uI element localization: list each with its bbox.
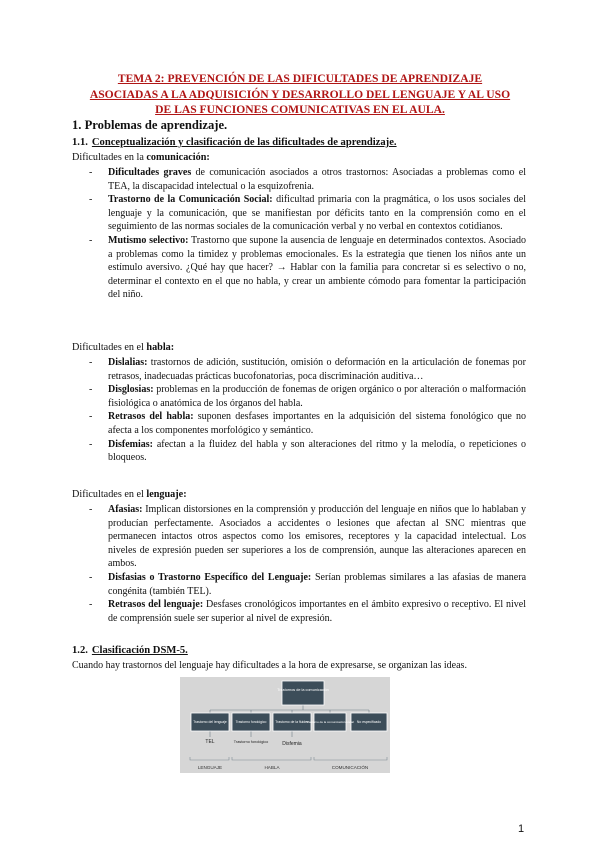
item-text: Serían problemas similares a las afasias de manera congénita (también TEL).: [108, 571, 527, 597]
title-line-1: TEMA 2: PREVENCIÓN DE LAS DIFICULTADES DE APRENDIZAJE: [117, 72, 483, 85]
list-item: - Disfemias: afectan a la fluidez del habla y son alteraciones del ritmo y la melodía, o repeticiones o bloqueos.: [89, 438, 526, 464]
diagram-box-label: Trastorno de la fluidez: [275, 720, 309, 724]
title-line-2: ASOCIADAS A LA ADQUISICIÓN Y DESARROLLO DEL LENGUAJE Y AL USO: [89, 87, 511, 101]
diagram-box-label: No especificado: [356, 720, 382, 724]
item-text: Desfases cronológicos importantes en el ámbito expresivo o receptivo. El nivel de comprensión suele ser superior al nivel de expresión.: [108, 599, 526, 624]
item-term: Mutismo selectivo:: [108, 234, 189, 246]
item-term: Afasias:: [108, 504, 143, 515]
intro-keyword: habla:: [146, 342, 175, 353]
subsection-heading-1-2: [72, 645, 188, 656]
section-heading: 1. Problemas de aprendizaje.: [72, 118, 228, 132]
intro-keyword: comunicación:: [146, 152, 210, 163]
diagram-sublabel-tel: TEL: [205, 739, 215, 745]
list-item: - Dificultades graves de comunicación asociados a otros trastornos: Asociadas a problemas como el TEA, la discapacidad intelectual o la esquizofrenia.: [89, 167, 526, 192]
subsection-number: 1.2.: [72, 645, 88, 656]
dsm5-diagram: [180, 677, 390, 773]
diagram-category-habla: HABLA: [264, 765, 280, 770]
item-text: problemas en la producción de fonemas de origen orgánico o por alteración o malformación fisiológica o anatómica de los órganos del habla.: [108, 384, 526, 409]
comunicacion-intro: [72, 151, 210, 165]
diagram-sublabel-disfemia: Disfemia: [282, 741, 302, 747]
item-term: Trastorno de la Comunicación Social:: [108, 194, 273, 206]
subsection-title: Conceptualización y clasificación de las dificultades de aprendizaje.: [91, 137, 397, 148]
item-term: Dificultades graves: [108, 167, 192, 178]
list-item: - Disfasias o Trastorno Específico del Lenguaje: Serían problemas similares a las afasias de manera congénita (también TEL).: [89, 571, 527, 597]
subsection-number: 1.1.: [72, 137, 88, 148]
list-item: - Mutismo selectivo: Trastorno que supone la ausencia de lenguaje en determinados contextos. Asociado a problemas como la timidez y problemas emocionales. Es la estrategia que tienen los niños ante un estímulo aversivo. ¿Qué hay que hacer? → Hablar con la familia para concretar si es selectivo o no, determinar el contexto en el que no habla, y crear un ambiente cómodo para fomentar la participación del niño.: [89, 234, 526, 301]
lenguaje-list: [72, 503, 526, 625]
habla-intro: [72, 341, 174, 355]
item-text: dificultad primaria con la pragmática, o los usos sociales del lenguaje y la comunicación, que se manifiestan por déficits tanto en la comprensión como en el seguimiento de las normas sociales de la comunicación verbal y no verbal en contextos cotidianos.: [108, 194, 526, 233]
list-item: - Retrasos del habla: suponen desfases importantes en la adquisición del sistema fonológico que no afecta a los componentes morfológico y semántico.: [89, 411, 526, 436]
list-item: - Disglosias: problemas en la producción de fonemas de origen orgánico o por alteración o malformación fisiológica o anatómica de los órganos del habla.: [89, 384, 526, 409]
intro-text: Dificultades en el: [72, 489, 147, 500]
subsection-text: Cuando hay trastornos del lenguaje hay dificultades a la hora de expresarse, se organizan las ideas.: [72, 660, 467, 671]
diagram-sublabel-fonologico: Trastorno fonológico: [233, 740, 269, 744]
diagram-box-label: Trastorno fonológico: [235, 720, 267, 724]
item-term: Disfemias:: [108, 438, 153, 450]
item-text: trastornos de adición, sustitución, omisión o deformación en la articulación de fonemas por retrasos, inadecuadas prácticas bucofonatorias, poca discriminación auditiva…: [108, 357, 526, 382]
item-term: Retrasos del habla:: [108, 411, 194, 423]
intro-text: Dificultades en el: [72, 342, 147, 353]
item-term: Dislalias:: [108, 357, 148, 368]
item-term: Disfasias o Trastorno Específico del Lenguaje:: [108, 571, 312, 583]
item-term: Disglosias:: [108, 384, 154, 396]
diagram-category-comunicacion: COMUNICACIÓN: [331, 765, 369, 770]
intro-text: Dificultades en la: [72, 152, 147, 163]
diagram-root-box: [282, 681, 324, 705]
diagram-root-label: Trastornos de la comunicación: [277, 688, 329, 692]
list-item: - Trastorno de la Comunicación Social: dificultad primaria con la pragmática, o los usos sociales del lenguaje y la comunicación, que se manifiestan por déficits tanto en la comprensión como en el seguimiento de las normas sociales de la comunicación verbal y no verbal en contextos cotidianos.: [89, 194, 526, 233]
subsection-heading-1-1: [72, 137, 397, 148]
item-text: suponen desfases importantes en la adquisición del sistema fonológico que no afecta a los componentes morfológico y semántico.: [108, 411, 526, 436]
lenguaje-intro: [72, 488, 187, 502]
habla-list: [72, 356, 526, 465]
item-text: Implican distorsiones en la comprensión y producción del lenguaje en niños que lo hablaban y producían perfectamente. Asociados a accidentes o lesiones que afectan al SNC mientras que permanecen intactos otros aspectos como los emisores, receptores y la capacidad intelectual. Los niveles de expresión pueden ser superiores a los de comprensión, aunque las alteraciones aparecen en ambos.: [108, 504, 526, 570]
item-text: de comunicación asociados a otros trastornos: Asociadas a problemas como el TEA, la discapacidad intelectual o la esquizofrenia.: [108, 167, 526, 192]
item-text: Trastorno que supone la ausencia de lenguaje en determinados contextos. Asociado a problemas como la timidez y problemas emocionales. Es la estrategia que tienen los niños ante un estímulo aversivo. ¿Qué hay que hacer? → Hablar con la familia para concretar si es selectivo o no, determinar el contexto en el que no habla, y crear un ambiente cómodo para fomentar la participación del niño.: [108, 234, 526, 301]
list-item: - Dislalias: trastornos de adición, sustitución, omisión o deformación en la articulación de fonemas por retrasos, inadecuadas prácticas bucofonatorias, poca discriminación auditiva…: [89, 357, 526, 382]
item-term: Retrasos del lenguaje:: [108, 599, 204, 611]
diagram-box-label: Trastorno de la comunicación social: [306, 720, 354, 724]
diagram-box-label: Trastorno del lenguaje: [193, 720, 227, 724]
list-item: - Retrasos del lenguaje: Desfases cronológicos importantes en el ámbito expresivo o receptivo. El nivel de comprensión suele ser superior al nivel de expresión.: [89, 599, 526, 624]
diagram-svg: [180, 677, 390, 773]
diagram-category-lenguaje: LENGUAJE: [197, 765, 223, 770]
list-item: - Afasias: Implican distorsiones en la comprensión y producción del lenguaje en niños que lo hablaban y producían perfectamente. Asociados a accidentes o lesiones que afectan al SNC mientras que permanecen intactos otros aspectos como los emisores, receptores y la capacidad intelectual. Los niveles de expresión pueden ser superiores a los de comprensión, aunque las alteraciones aparecen en ambos.: [89, 504, 526, 570]
diagram-brackets: [190, 757, 387, 760]
comunicacion-list: [72, 166, 526, 302]
page-number: 1: [518, 823, 525, 835]
intro-keyword: lenguaje:: [146, 489, 187, 500]
title-line-3: DE LAS FUNCIONES COMUNICATIVAS EN EL AULA.: [155, 103, 445, 116]
subsection-title: Clasificación DSM-5.: [91, 645, 188, 656]
item-text: afectan a la fluidez del habla y son alteraciones del ritmo y la melodía, o repeticiones o bloqueos.: [108, 438, 526, 464]
document-title: [60, 71, 540, 118]
